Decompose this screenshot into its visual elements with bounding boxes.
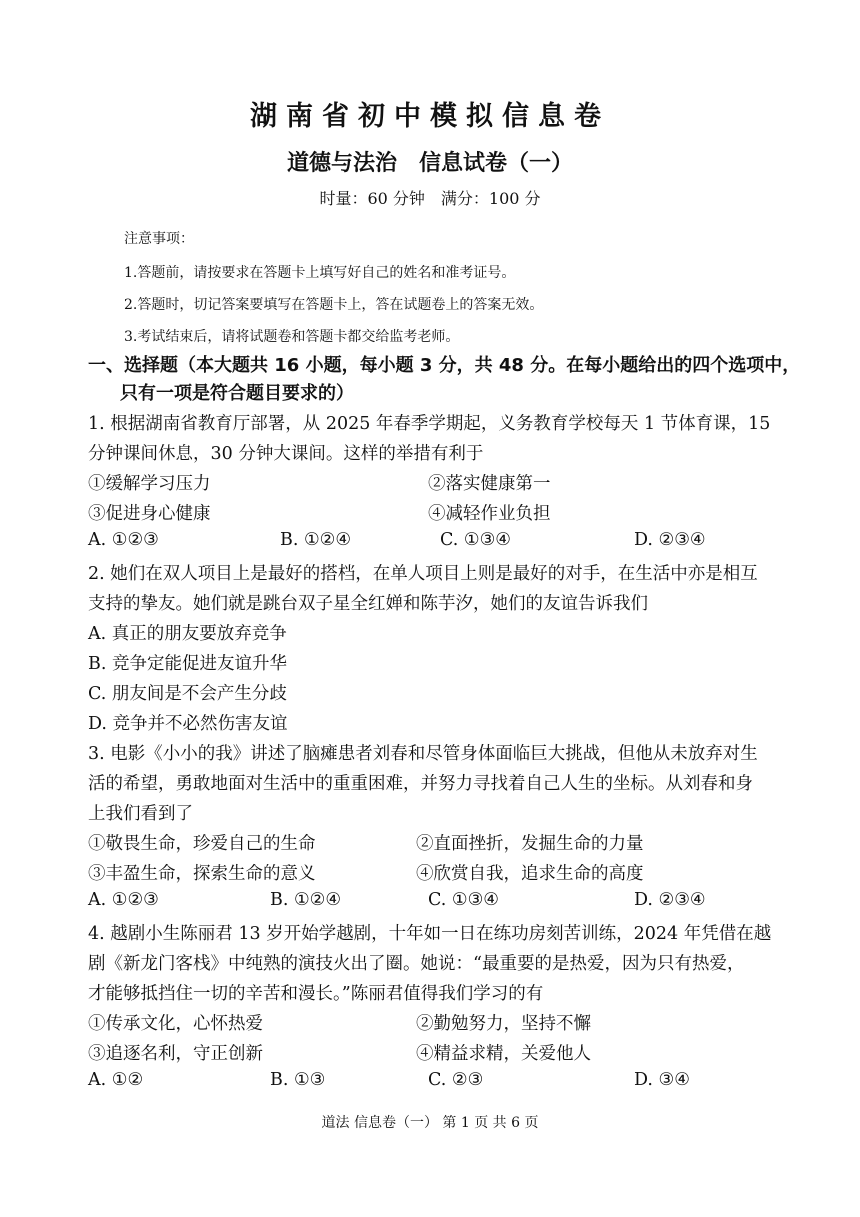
q2-choice-c: C. 朋友间是不会产生分歧 [88,684,287,704]
q1-item-4: ④减轻作业负担 [428,504,551,524]
q1-item-1: ①缓解学习压力 [88,474,211,494]
q4-item-1: ①传承文化，心怀热爱 [88,1014,263,1034]
q3-choice-a: A. ①②③ [88,890,159,910]
page-footer: 道法 信息卷（一） 第 1 页 共 6 页 [321,1115,539,1131]
q4-stem-line-2: 剧《新龙门客栈》中纯熟的演技火出了圈。她说：“最重要的是热爱，因为只有热爱， [88,954,745,974]
q3-item-1: ①敬畏生命，珍爱自己的生命 [88,834,316,854]
q4-choice-d: D. ③④ [634,1070,690,1090]
q1-item-3: ③促进身心健康 [88,504,211,524]
exam-title: 湖南省初中模拟信息卷 [250,101,610,132]
q3-stem-line-1: 3. 电影《小小的我》讲述了脑瘫患者刘春和尽管身体面临巨大挑战，但他从未放弃对生 [88,744,758,764]
q3-item-3: ③丰盈生命，探索生命的意义 [88,864,316,884]
q3-item-2: ②直面挫折，发掘生命的力量 [416,834,644,854]
q1-choice-a: A. ①②③ [88,530,159,550]
q4-choice-a: A. ①② [88,1070,144,1090]
q4-item-2: ②勤勉努力，坚持不懈 [416,1014,591,1034]
q1-choice-d: D. ②③④ [634,530,706,550]
q3-stem-line-2: 活的希望，勇敢地面对生活中的重重困难，并努力寻找着自己人生的坐标。从刘春和身 [88,774,753,794]
q1-choice-b: B. ①②④ [280,530,352,550]
q2-stem-line-2: 支持的挚友。她们就是跳台双子星全红婵和陈芋汐，她们的友谊告诉我们 [88,594,648,614]
q2-choice-b: B. 竞争定能促进友谊升华 [88,654,287,674]
q3-choice-d: D. ②③④ [634,890,706,910]
q3-item-4: ④欣赏自我，追求生命的高度 [416,864,644,884]
q4-item-3: ③追逐名利，守正创新 [88,1044,263,1064]
q4-stem-line-3: 才能够抵挡住一切的辛苦和漫长。”陈丽君值得我们学习的有 [88,984,544,1004]
notice-item-1: 1.答题前，请按要求在答题卡上填写好自己的姓名和准考证号。 [124,265,516,281]
q1-item-2: ②落实健康第一 [428,474,551,494]
q4-choice-b: B. ①③ [270,1070,326,1090]
notice-item-3: 3.考试结束后，请将试题卷和答题卡都交给监考老师。 [124,329,460,345]
q2-stem-line-1: 2. 她们在双人项目上是最好的搭档，在单人项目上则是最好的对手，在生活中亦是相互 [88,564,758,584]
q4-choice-c: C. ②③ [428,1070,484,1090]
section-one-instruction-line-1: 一、选择题（本大题共 16 小题，每小题 3 分，共 48 分。在每小题给出的四个选项中， [88,355,801,376]
notice-heading: 注意事项： [124,231,194,247]
q3-choice-b: B. ①②④ [270,890,342,910]
time-and-score-info: 时量：60 分钟 满分：100 分 [319,189,541,208]
q3-stem-line-3: 上我们看到了 [88,804,193,824]
q3-choice-c: C. ①③④ [428,890,499,910]
q1-stem-line-2: 分钟课间休息，30 分钟大课间。这样的举措有利于 [88,444,484,464]
q2-choice-a: A. 真正的朋友要放弃竞争 [88,624,287,644]
section-one-instruction-line-2: 只有一项是符合题目要求的） [120,383,354,404]
exam-subtitle: 道德与法治 信息试卷（一） [286,151,573,176]
q2-choice-d: D. 竞争并不必然伤害友谊 [88,714,288,734]
notice-item-2: 2.答题时，切记答案要填写在答题卡上，答在试题卷上的答案无效。 [124,297,544,313]
q4-stem-line-1: 4. 越剧小生陈丽君 13 岁开始学越剧，十年如一日在练功房刻苦训练，2024 年凭借在越 [88,924,772,944]
q1-choice-c: C. ①③④ [440,530,511,550]
q4-item-4: ④精益求精，关爱他人 [416,1044,591,1064]
q1-stem-line-1: 1. 根据湖南省教育厅部署，从 2025 年春季学期起，义务教育学校每天 1 节体育课，15 [88,414,771,434]
